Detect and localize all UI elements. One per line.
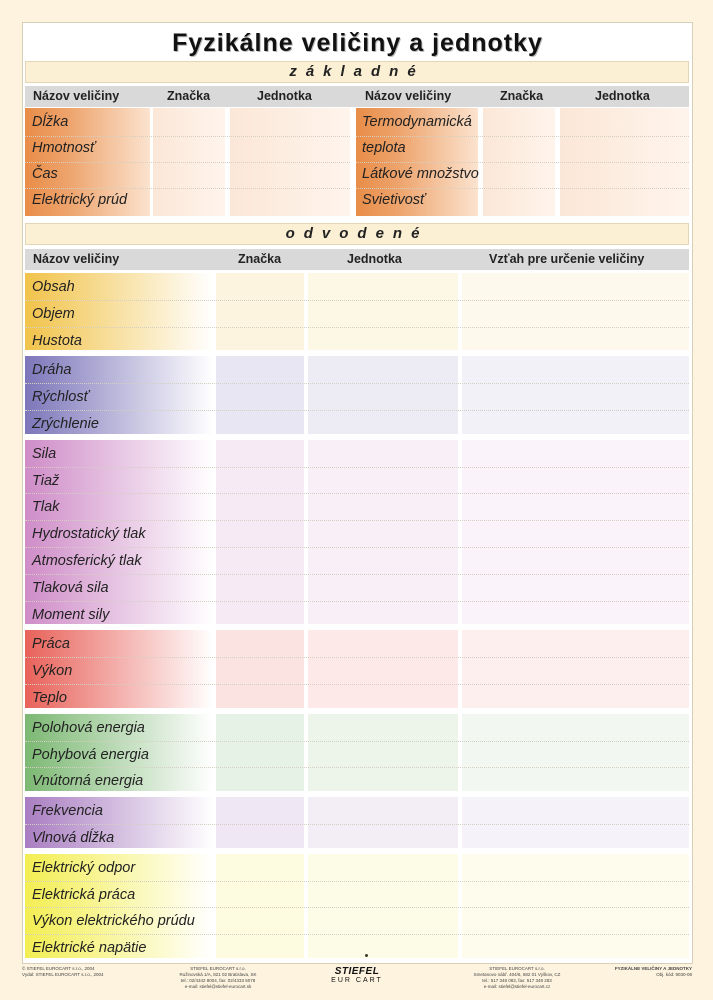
quantity-name: Sila xyxy=(32,445,57,462)
row-divider xyxy=(25,547,689,548)
header-unit-left: Jednotka xyxy=(257,89,312,103)
basic-section-heading: základné xyxy=(25,61,689,83)
derived-unit-column xyxy=(308,356,458,433)
footer-right xyxy=(612,966,692,978)
row-divider xyxy=(25,907,689,908)
row-divider xyxy=(25,383,689,384)
quantity-name: Hmotnosť xyxy=(32,140,96,156)
quantity-name: Elektrické napätie xyxy=(32,940,147,957)
quantity-name: Tlak xyxy=(32,499,60,516)
quantity-name: Elektrický prúd xyxy=(32,192,128,208)
quantity-name: Moment sily xyxy=(32,606,110,623)
quantity-name: Výkon elektrického prúdu xyxy=(32,913,195,930)
quantity-name: Dráha xyxy=(32,362,72,379)
quantity-name: Zrýchlenie xyxy=(32,416,99,432)
footer-line: Ružinovská 1/A, 821 02 Bratislava, SK xyxy=(179,972,257,977)
derived-symbol-column xyxy=(216,797,304,848)
row-divider xyxy=(25,520,689,521)
basic-table-header xyxy=(25,86,689,107)
row-divider xyxy=(25,824,689,825)
quantity-name: Polohová energia xyxy=(32,719,145,736)
row-divider xyxy=(25,767,689,768)
row-divider xyxy=(25,881,689,882)
header-symbol-right: Značka xyxy=(500,89,544,103)
quantity-name: teplota xyxy=(362,140,406,156)
row-divider xyxy=(356,188,689,189)
footer-line: tel.: 02/4342 8004, fax: 02/4333 5078 xyxy=(180,978,256,983)
derived-unit-column xyxy=(308,273,458,350)
quantity-name: Dĺžka xyxy=(32,114,69,130)
derived-unit-column xyxy=(308,714,458,791)
derived-relation-column xyxy=(462,714,689,791)
row-divider xyxy=(25,467,689,468)
row-divider xyxy=(25,684,689,685)
row-divider xyxy=(25,574,689,575)
quantity-name: Obsah xyxy=(32,279,75,295)
footer-line: Obj. kód: 9030-08 xyxy=(656,972,692,977)
quantity-name: Práca xyxy=(32,636,70,653)
footer-line: tel.: 517 348 083, fax: 517 348 283 xyxy=(482,978,552,983)
derived-unit-column xyxy=(308,630,458,707)
stiefel-logo xyxy=(322,966,392,984)
logo-bottom-text: EUR CART xyxy=(331,977,383,984)
poster-sheet xyxy=(22,22,693,964)
quantity-name: Tlaková sila xyxy=(32,579,109,596)
derived-unit-column xyxy=(308,797,458,848)
quantity-name: Výkon xyxy=(32,663,73,680)
row-divider xyxy=(356,136,689,137)
row-divider xyxy=(25,162,350,163)
derived-symbol-column xyxy=(216,273,304,350)
footer-line: FYZIKÁLNE VELIČINY A JEDNOTKY xyxy=(614,966,692,971)
header-unit-right: Jednotka xyxy=(595,89,650,103)
derived-relation-column xyxy=(462,356,689,433)
derived-unit-column xyxy=(308,854,458,958)
poster-title: Fyzikálne veličiny a jednotky xyxy=(172,29,543,57)
row-divider xyxy=(25,410,689,411)
quantity-name: Pohybová energia xyxy=(32,746,149,763)
footer-center-right xyxy=(462,966,572,990)
footer-line: Smetanovo nábř. 404/6, 682 01 Vyškov, CZ xyxy=(473,972,561,977)
quantity-name: Elektrická práca xyxy=(32,886,136,903)
row-divider xyxy=(25,327,689,328)
footer-center-left xyxy=(168,966,268,990)
footer-line: e-mail: stiefel@stiefel-eurocart.sk xyxy=(184,984,252,989)
quantity-name: Elektrický odpor xyxy=(32,859,136,876)
quantity-name: Hustota xyxy=(32,332,82,349)
derived-table-header xyxy=(25,249,689,270)
row-divider xyxy=(25,934,689,935)
derived-relation-column xyxy=(462,797,689,848)
header-symbol: Značka xyxy=(238,252,282,266)
quantity-name: Čas xyxy=(32,166,58,182)
derived-symbol-column xyxy=(216,854,304,958)
row-divider xyxy=(25,136,350,137)
quantity-name: Rýchlosť xyxy=(32,389,89,406)
row-divider xyxy=(25,657,689,658)
derived-relation-column xyxy=(462,630,689,707)
footer-line: STIEFEL EUROCART s.r.o. xyxy=(190,966,246,971)
quantity-name: Vlnová dĺžka xyxy=(32,830,115,846)
row-divider xyxy=(25,493,689,494)
derived-relation-column xyxy=(462,273,689,350)
derived-section-heading: odvodené xyxy=(25,223,689,245)
quantity-name: Teplo xyxy=(32,690,67,706)
footer-left xyxy=(22,966,104,978)
quantity-name: Hydrostatický tlak xyxy=(32,526,146,543)
header-symbol-left: Značka xyxy=(167,89,211,103)
quantity-name: Látkové množstvo xyxy=(362,166,479,182)
quantity-name: Vnútorná energia xyxy=(32,773,144,790)
header-unit: Jednotka xyxy=(347,252,402,266)
header-name-left: Názov veličiny xyxy=(33,89,120,103)
quantity-name: Tiaž xyxy=(32,472,60,489)
quantity-name: Objem xyxy=(32,305,75,322)
row-divider xyxy=(25,300,689,301)
derived-symbol-column xyxy=(216,630,304,707)
logo-top-text: STIEFEL xyxy=(334,966,380,977)
header-name-right: Názov veličiny xyxy=(365,89,452,103)
row-divider xyxy=(25,741,689,742)
quantity-name: Frekvencia xyxy=(32,803,103,820)
row-divider xyxy=(356,162,689,163)
footer-left-line: Vydal: STIEFEL EUROCART s.r.o., 2004 xyxy=(22,972,104,977)
row-divider xyxy=(25,601,689,602)
footer-line: STIEFEL EUROCART s.r.o. xyxy=(489,966,545,971)
derived-symbol-column xyxy=(216,356,304,433)
quantity-name: Atmosferický tlak xyxy=(32,553,142,569)
header-relation: Vzťah pre určenie veličiny xyxy=(489,252,645,266)
row-divider xyxy=(25,188,350,189)
derived-relation-column xyxy=(462,854,689,958)
header-name: Názov veličiny xyxy=(33,252,120,266)
quantity-name: Svietivosť xyxy=(362,192,426,208)
footer-left-line: © STIEFEL EUROCART s.r.o., 2004 xyxy=(22,966,95,971)
derived-symbol-column xyxy=(216,714,304,791)
quantity-name: Termodynamická xyxy=(362,114,472,130)
footer-line: e-mail: stiefel@stiefel-eurocart.cz xyxy=(483,984,551,989)
